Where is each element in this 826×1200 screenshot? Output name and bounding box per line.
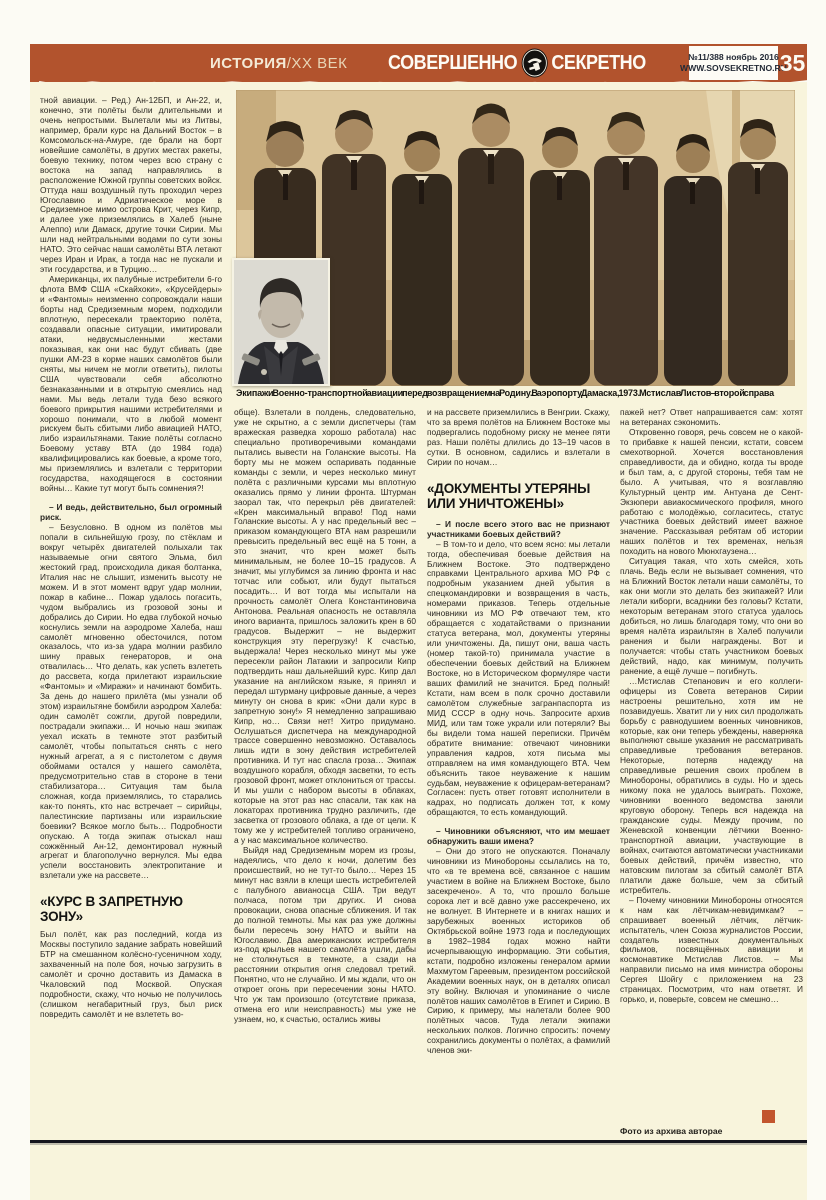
- article-paragraph: обще). Взлетали в полдень, следовательно, уже не скрытно, а с земли диспетчеры (там вражеская разведка хорошо работала) нас специально противоречивыми командами пытались вывести на Голанские высоты. На борту мы не можем оспаривать поданные команды с земли, и через несколько минут полёта с различными курсами мы вплотную оказались прямо у линии фронта. Штурман заорал так, что перекрыл рёв двигателей: «Крен максимальный вправо! Под нами Голанские высоты. А у нас предельный вес – приказом командующего ВТА нам разрешили превысить предельный вес ещё на 5 тонн, а это значит, что крен может быть минимальным, не более 10–15 градусов. А значит, мы углубимся за линию фронта и нас тотчас или собьют, или будут пытаться посадить… И вот тогда мы испытали на прочность самолёт Олега Константиновича Антонова. Реальная опасность не оставляла иного варианта, пришлось заложить крен в 60 градусов. Выдержит – не выдержит конструкция эту перегрузку! К счастью, выдержала! Через несколько минут мы уже пересекли район Латакии и запросили Кипр подтвердить наш дальнейший курс. Кипр дал указание на английском языке, я принял и передал штурману цифровые данные, а через минуту он снова в крик: «Они дали курс в запретную зону!» Я немедленно запрашиваю Кипр, но… Связи нет! Хитро придумано. Ослушаться диспетчера на международной трассе совершенно невозможно. Оставалось лишь идти в зону действия истребителей противника. И тут нас спасла гроза… Экипаж воздушного корабля, обходя засветки, то есть грозовой фронт, может отклониться от трассы. И мы ушли с набором высоты в облаках, которые на этот раз нас спасали, так как на локаторах противника трудно различить, где засветка от грозового облака, а где от цели. К тому же у истребителей топливо ограничено, а у нас максимальное количество.: [234, 408, 416, 845]
- photo-caption: Экипажи Военно-транспортной авиации перед возвращением на Родину. В аэропорту Дамаска, 1973. Мстислав Листов – второй справа: [236, 388, 774, 398]
- text-column-3: [427, 408, 610, 1140]
- interview-question: – Чиновники объясняют, что им мешает обнаружить ваши имена?: [427, 826, 610, 847]
- article-paragraph: и на рассвете приземлились в Венгрии. Скажу, что за время полётов на Ближнем Востоке мы подвергались подобному риску не менее пяти раз. Наши полёты длились до 13–19 часов в сутки. В основном, садились и взлетали в Сирии по ночам…: [427, 408, 610, 467]
- interview-question: – И ведь, действительно, был огромный риск.: [40, 502, 222, 523]
- logo-word-1: СОВЕРШЕННО: [388, 51, 518, 74]
- page-content: [30, 82, 807, 1200]
- page-number: 35: [779, 49, 806, 76]
- article-paragraph: тной авиации. – Ред.) Ан-12БП, и Ан-22, и, конечно, эти полёты были длительными и очень непростыми. Вылетали мы из Литвы, например, брали курс на Дальний Восток – в Комсомольск-на-Амуре, где брали на борт новейшие самолёты, в других местах ракеты, боевую технику, потом через всю страну с востока на запад направлялись в расположение Южной группы советских войск. Оттуда наш воздушный путь проходил через Югославию и Адриатическое море в Средиземное мимо острова Крит, через Кипр, и далее уже приземлялись в Халеб (ныне Алеппо) или Дамаск, другие точки Сирии. Мы шли над нейтральными водами по сути зоны НАТО. Это сейчас наши самолёты ВТА летают через Иран и Ирак, а тогда нас не пускали и эти государства, и в Турцию…: [40, 96, 222, 275]
- site-url: WWW.SOVSEKRETNO.RU: [680, 63, 787, 73]
- photo-credit: Фото из архива авторае: [620, 1126, 723, 1136]
- section-title-light: /XX ВЕК: [286, 54, 348, 72]
- text-column-2: [234, 408, 416, 1140]
- text-column-4: [620, 408, 803, 1140]
- section-heading: «ДОКУМЕНТЫ УТЕРЯНЫ ИЛИ УНИЧТОЖЕНЫ»: [427, 480, 591, 511]
- sovsekretno-emblem-icon: [521, 48, 548, 78]
- interview-question: – И после всего этого вас не признают участниками боевых действий?: [427, 518, 610, 539]
- bottom-rule: [30, 1140, 807, 1143]
- article-paragraph: Ситуация такая, что хоть смейся, хоть плачь. Ведь если не вызывает сомнения, что на Ближний Восток летали наши самолёты, то как они могли это делать без экипажей? Или летали киборги, всадники без головы? Кстати, некоторым ветеранам этого статуса удалось добиться, но лишь благодаря тому, что они во время налёта израильтян в Халеб получили ранения и были награждены. Вот и получается: чтобы стать участником боевых действий, надо, как минимум, получить ранение, а ещё лучше – погибнуть.: [620, 556, 803, 676]
- masthead: [30, 44, 807, 82]
- section-title-bold: ИСТОРИЯ: [210, 54, 287, 72]
- article-paragraph: Был полёт, как раз последний, когда из Москвы поступило задание забрать новейший БТР на смешанном колёсно-гусеничном ходу, захваченный на поле боя, ночью загрузить в самолёт и срочно доставить из Дамаска в Чкаловский под Москвой. Опуская подробности, скажу, что ночью не получилось (слишком негабаритный груз, был риск повредить самолёт и не взлететь во-: [40, 929, 222, 1019]
- portrait-photo: [232, 258, 330, 386]
- logo-word-2: СЕКРЕТНО: [551, 51, 646, 74]
- article-paragraph: – Они до этого не опускаются. Поначалу чиновники из Минобороны ссылались на то, что «в те времена всё, связанное с нашим участием в войне на Ближнем Востоке, было засекречено». А то, что прошло больше сорока лет и всё давно уже рассекречено, их не волнует. В Интернете и в книгах наших и зарубежных военных историков об Октябрьской войне 1973 года и последующих в 1982–1984 годах можно найти исчерпывающую информацию. Эти события, кстати, подробно изложены генералом армии Махмутом Гареевым, президентом российской Академии военных наук, он в деталях описал эту войну. Включая и упоминание о числе полётов наших самолётов в Египет и Сирию. В Сирию, к примеру, мы налетали более 900 полётных часов. Туда летали экипажи нескольких полков. Логично спросить: почему сохранились документы о полётах, а фамилий членов эки-: [427, 846, 610, 1056]
- end-of-article-marker: [762, 1110, 775, 1123]
- article-paragraph: …Мстислав Степанович и его коллеги-офицеры из Совета ветеранов Сирии настроены решительно, хотя им не позавидуешь. Хватит ли у них сил продолжать борьбу с равнодушием военных чиновников, которые, как они теперь убеждены, наверняка выполняют свыше указания не рассматривать справедливые требования ветеранов. Некоторые, потеряв надежду на справедливые решения своих проблем в Минобороны, обратились в суды. Но и здесь никому пока не удалось выиграть. Похоже, чиновники военного ведомства заняли круговую оборону. Теперь вся надежда на гражданские суды. Между прочим, по Женевской конвенции лётчики Военно-транспортной авиации, участвующие в войнах, считаются автоматически участниками боевых действий, причём известно, что натовским пилотам за сбитый самолёт ВТА платили даже больше, чем за сбитый истребитель.: [620, 675, 803, 895]
- article-paragraph: – В том-то и дело, что всем ясно: мы летали тогда, обеспечивая боевые действия на Ближнем Востоке. Это подтверждено справками Центрального архива МО РФ с подробным указанием дней убытия в спецкомандировки и возвращения в часть, номерами приказов. Теперь отдельные чиновники из МО РФ отвечают тем, кто обращается с ходатайствами о признании статуса ветерана, мол, документы утеряны или уничтожены. Да, пишут они, ваша часть (номер такой-то) принимала участие в обеспечении боевых действий на Ближнем Востоке, но в Историческом формуляре части ваших фамилий не значится. Бред полный! Кстати, нам всем в полк срочно доставили самолётом служебные загранпаспорта из МИД СССР в одну ночь. Запросите архив МИД, или там тоже украли или потеряли? Вы бы видели тома нашей переписки. Причём обратите внимание: отвечают чиновники управления кадров, хотя письма мы отправляем на имя командующего ВТА. Чем объяснить такое неуважение к нашим судьбам, неуважение к офицерам-ветеранам? Согласен: пусть ответ готовят исполнители в кадрах, но подписать должен тот, к кому обращаются, то есть командующий.: [427, 538, 610, 818]
- article-paragraph: Американцы, их палубные истребители 6-го флота ВМФ США «Скайхоки», «Крусейдеры» и «Фантомы» неизменно сопровождали наши борты над Средиземным морем, подходили вплотную, пересекали траекторию полёта, создавали опасные ситуации, имитировали атаки, недвусмысленными жестами показывая, как они нас будут сбивать (две пушки АМ-23 в корме наших самолётов были сняты, мы ничем не могли ответить), пилоты США чувствовали себя абсолютно безнаказанными и в открытую смеялись над нами. Мы ведь летали туда безо всякого боевого прикрытия нашими истребителями и хорошо понимали, что в любой момент рискуем быть сбитыми либо авиацией НАТО, либо израильтянами. Такие полёты согласно Боевому уставу ВТА (до 1984 года) квалифицировались как боевые, а кроме того, мы приземлялись и взлетали с территории государства, находящегося в состоянии войны… Какие тут могут быть сомнения?!: [40, 274, 222, 494]
- newspaper-logo: [388, 44, 646, 82]
- article-paragraph: Выйдя над Средиземным морем из грозы, надеялись, что дело к ночи, долетим без происшествий, но не тут-то было… Через 15 минут нас взяли в клещи шесть истребителей с палубного авианосца США. Три ведут полчаса, потом три других. И снова провокации, снова опасные сближения. И так до полной темноты. Мы как раз уже должны были пересечь зону НАТО и выйти на Югославию. Два американских истребителя из-под крыльев нашего самолёта ушли, дабы не столкнуться в темноте, а сзади на расстоянии открытия огня следовал третий. Понятно, что не случайно. И мы ждали, что он откроет огонь при пересечении зоны НАТО. Что уж там произошло (отсутствие приказа, отмена его или неисправность) мы уже не узнаем, но, к счастью, остались живы: [234, 844, 416, 1025]
- article-paragraph: – Почему чиновники Минобороны относятся к нам как лётчикам-невидимкам? – спрашивает военный лётчик, лётчик-испытатель, член Союза журналистов России, создатель известных документальных фильмов, посвящённых авиации и космонавтике Мстислав Листов. – Мы направили письмо на имя министра обороны Сергея Шойгу с приложением на 23 страницах. Посмотрим, что нам ответят. И горько, и, поверьте, совсем не смешно…: [620, 894, 803, 1005]
- issue-number: №11/388 ноябрь 2016: [688, 52, 779, 62]
- article-paragraph: – Безусловно. В одном из полётов мы попали в сильнейшую грозу, по стёклам и вокруг четырёх двигателей полыхали так называемые огни святого Эльма, бил жестокий град, происходила дикая болтанка, Италия нас не слышит, изменить высоту не можем. И в этот момент вдруг удар молнии, пожар в кабине… Пожар удалось погасить, чудом выбрались из грозовой зоны и добрались до Сирии. Но едва глубокой ночью коснулись земли на аэродроме Халеба, наш самолёт мгновенно обесточился, потом оказалось, что из-за удара молнии разбило шину правых генераторов, и она отвалилась… Что делать, как успеть взлететь до рассвета, когда прилетают израильские «Фантомы» и «Миражи» и начинают бомбить. За день до нашего прилёта (мы узнали об этом) израильтяне бомбили аэродром Халеба: один самолёт сожгли, другой повредили, пострадали экипажи… И ночью наш экипаж уехал искать в темноте этот разбитый самолёт, чтобы попытаться снять с него нужный агрегат, а я с пистолетом с двумя обоймами остался у нашего самолёта, предусмотрительно став в стороне в тени стабилизатора… Ситуация там была сложная, когда приземлялись, то старались как-то понять, кто нас встречает – сирийцы, палестинские партизаны или израильские боевики? Всякое могло быть… Подробности опускаю. А тогда экипаж отыскал наш сожжённый Ан-12, демонтировал нужный агрегат и благополучно вернулся. Мы едва успели восстановить электропитание и взлетали уже на рассвете…: [40, 522, 222, 881]
- issue-info-box: [680, 46, 787, 80]
- article-paragraph: Откровенно говоря, речь совсем не о какой-то прибавке к нашей пенсии, кстати, совсем смехотворной. Хочется восстановления справедливости, да и обидно, когда ты вроде и был там, а, с другой стороны, тебя там не было. А учитывая, что я возглавляю Культурный центр им. Антуана де Сент-Экзюпери авиакосмического профиля, много работаю с молодёжью, согласитесь, статус участника боевых действий имеет важное значение. Рассказывая ребятам об истории наших полётов и тех временах, нельзя походить на нового Мюнхгаузена…: [620, 426, 803, 557]
- article-paragraph: пажей нет? Ответ напрашивается сам: хотят на ветеранах сэкономить.: [620, 408, 803, 427]
- section-title: [210, 44, 347, 82]
- text-column-1: [40, 96, 222, 1140]
- portrait-illustration: [234, 260, 328, 384]
- section-heading: «КУРС В ЗАПРЕТНУЮ ЗОНУ»: [40, 894, 183, 925]
